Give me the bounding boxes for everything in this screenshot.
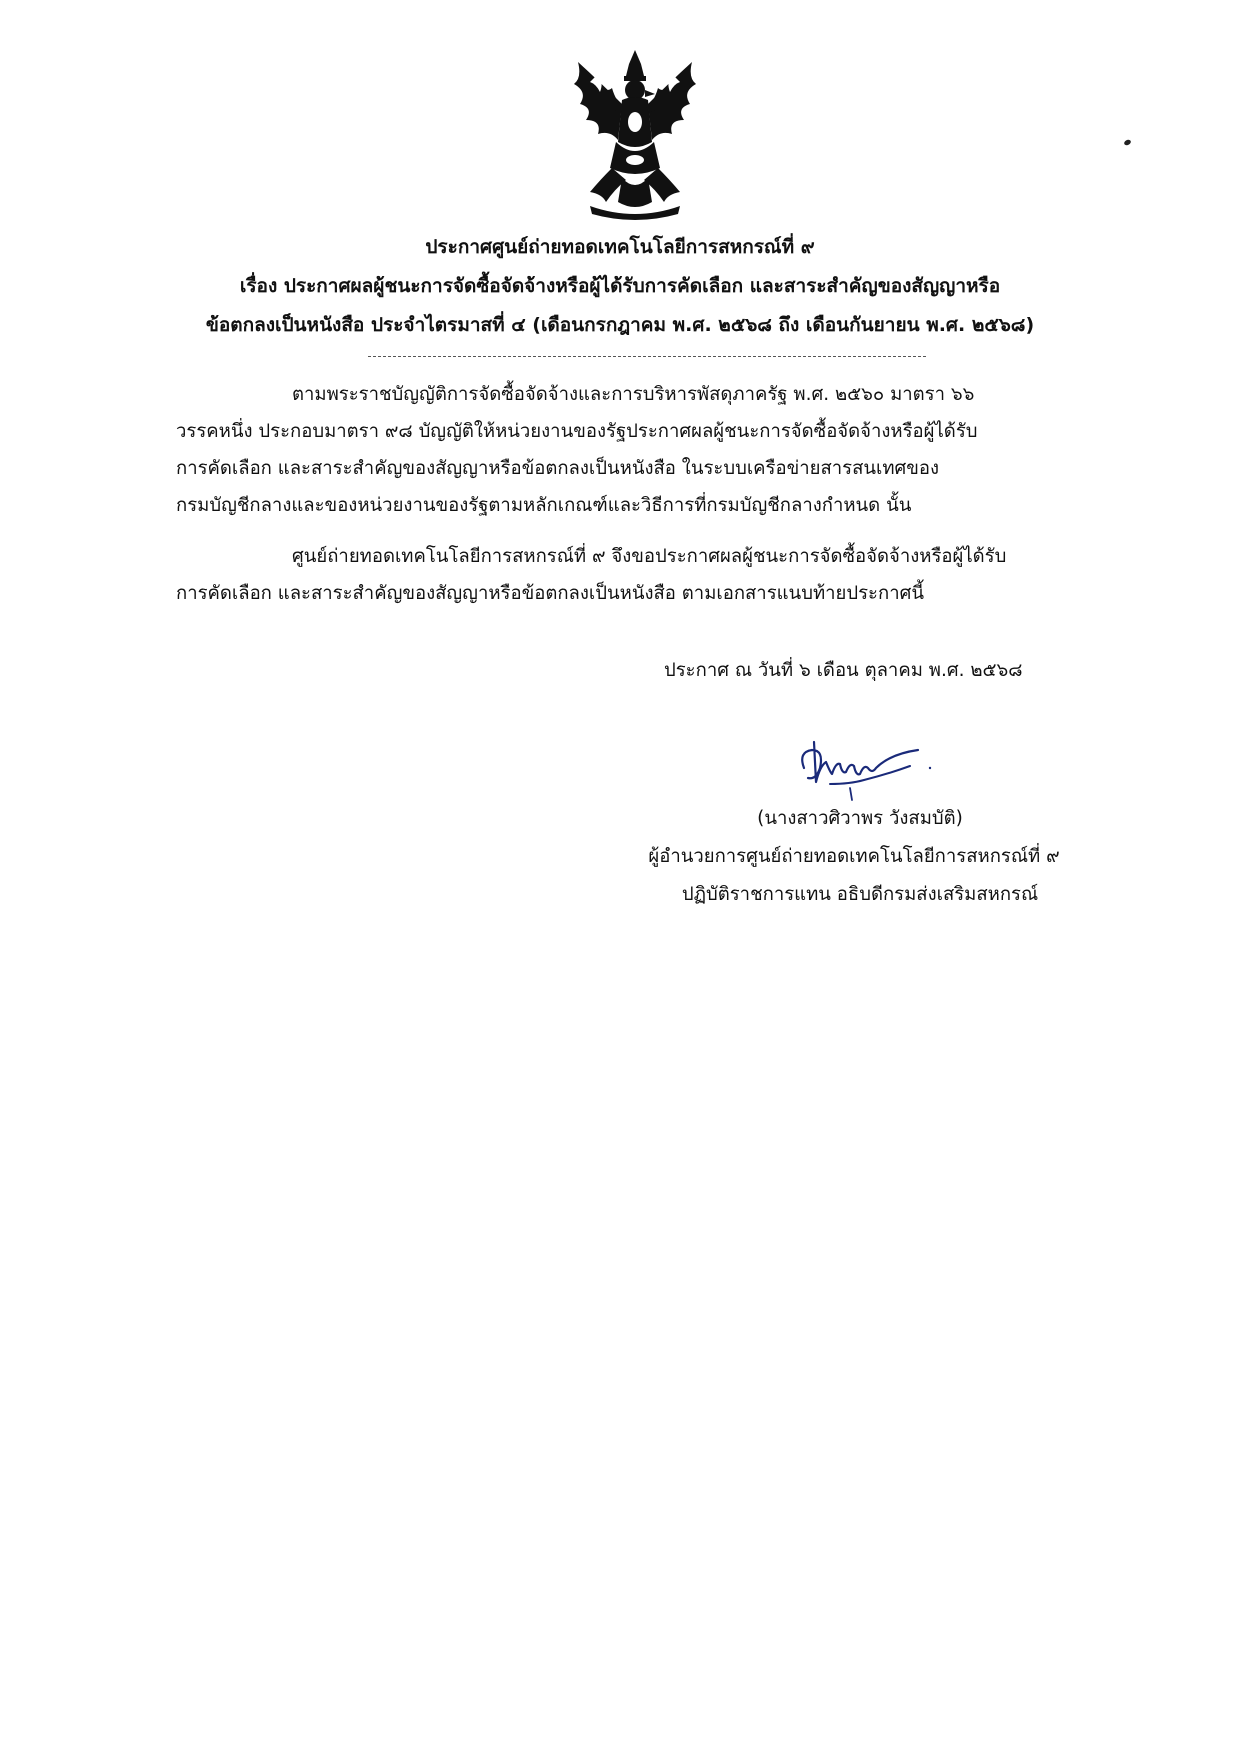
announcement-body — [176, 376, 1119, 612]
announcement-date: ประกาศ ณ วันที่ ๖ เดือน ตุลาคม พ.ศ. ๒๕๖๘ — [664, 660, 1023, 681]
stray-ink-mark — [1123, 139, 1131, 146]
paragraph-1 — [176, 376, 1119, 524]
garuda-emblem-icon — [560, 42, 710, 220]
paragraph-line: กรมบัญชีกลางและของหน่วยงานของรัฐตามหลักเกณฑ์และวิธีการที่กรมบัญชีกลางกำหนด นั้น — [176, 495, 912, 516]
paragraph-line: วรรคหนึ่ง ประกอบมาตรา ๙๘ บัญญัติให้หน่วยงานของรัฐประกาศผลผู้ชนะการจัดซื้อจัดจ้างหรือผู้ได้รับ — [176, 421, 978, 442]
announcement-heading — [150, 228, 1090, 345]
paragraph-line: การคัดเลือก และสาระสำคัญของสัญญาหรือข้อตกลงเป็นหนังสือ ตามเอกสารแนบท้ายประกาศนี้ — [176, 583, 924, 604]
paragraph-line: ศูนย์ถ่ายทอดเทคโนโลยีการสหกรณ์ที่ ๙ จึงขอประกาศผลผู้ชนะการจัดซื้อจัดจ้างหรือผู้ได้รับ — [292, 546, 1007, 567]
signer-position: ผู้อำนวยการศูนย์ถ่ายทอดเทคโนโลยีการสหกรณ์ที่ ๙ — [648, 846, 1060, 867]
paragraph-line: การคัดเลือก และสาระสำคัญของสัญญาหรือข้อตกลงเป็นหนังสือ ในระบบเครือข่ายสารสนเทศของ — [176, 458, 940, 479]
handwritten-signature — [790, 722, 940, 802]
signer-acting-for: ปฏิบัติราชการแทน อธิบดีกรมส่งเสริมสหกรณ์ — [681, 884, 1039, 905]
signer-name: (นางสาวศิวาพร วังสมบัติ) — [757, 808, 963, 829]
heading-divider — [368, 356, 926, 357]
subject-line-2: ข้อตกลงเป็นหนังสือ ประจำไตรมาสที่ ๔ (เดือนกรกฎาคม พ.ศ. ๒๕๖๘ ถึง เดือนกันยายน พ.ศ. ๒๕๖๘) — [205, 314, 1035, 336]
signer-block — [600, 800, 1120, 914]
subject-line-1: เรื่อง ประกาศผลผู้ชนะการจัดซื้อจัดจ้างหรือผู้ได้รับการคัดเลือก และสาระสำคัญของสัญญาหรือ — [239, 275, 1001, 297]
announcement-title: ประกาศศูนย์ถ่ายทอดเทคโนโลยีการสหกรณ์ที่ ๙ — [425, 236, 815, 258]
paragraph-line: ตามพระราชบัญญัติการจัดซื้อจัดจ้างและการบริหารพัสดุภาครัฐ พ.ศ. ๒๕๖๐ มาตรา ๖๖ — [292, 384, 975, 405]
paragraph-2 — [176, 538, 1119, 612]
